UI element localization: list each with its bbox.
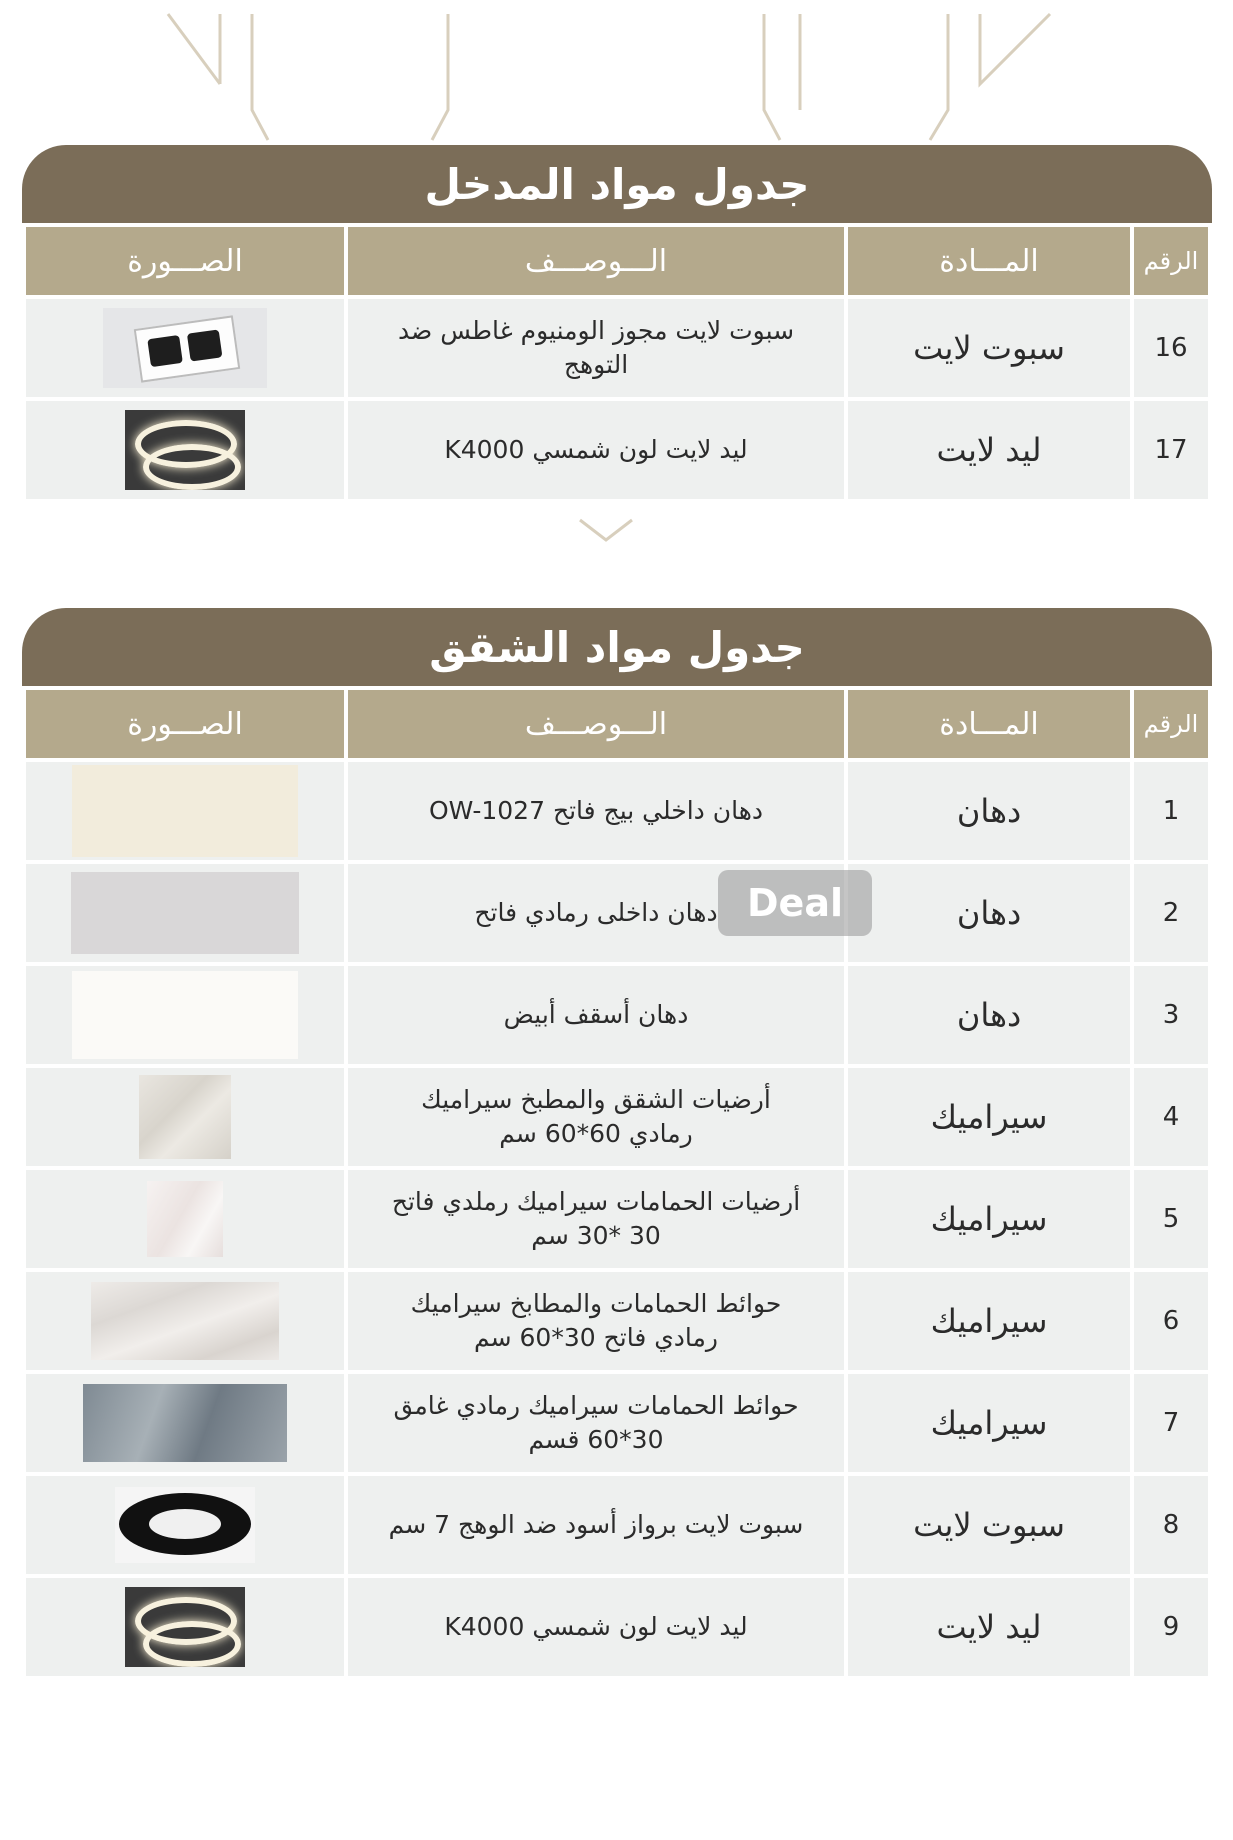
led-strip-image	[125, 1587, 245, 1667]
row-description: ليد لايت لون شمسي K4000	[444, 1612, 748, 1641]
table-row	[26, 966, 1208, 1064]
table-row	[26, 864, 1208, 962]
table-row	[26, 1170, 1208, 1268]
row-material: ليد لايت	[848, 1578, 1130, 1676]
black-spotlight-image	[115, 1487, 255, 1563]
header-material: المـــادة	[848, 227, 1130, 295]
grey-tile-image	[139, 1075, 231, 1159]
row-number: 1	[1134, 762, 1208, 860]
header-number: الرقم	[1134, 690, 1208, 758]
dark-marble-tile-image	[83, 1384, 287, 1462]
row-number: 8	[1134, 1476, 1208, 1574]
table-row	[26, 299, 1208, 397]
row-material: سبوت لايت	[848, 299, 1130, 397]
table-row	[26, 762, 1208, 860]
row-description: حوائط الحمامات والمطابخ سيراميك رمادي فاتح 30*60 سم	[410, 1289, 782, 1352]
row-number: 16	[1134, 299, 1208, 397]
table-row	[26, 1272, 1208, 1370]
row-material: سيراميك	[848, 1170, 1130, 1268]
light-marble-tile-image	[91, 1282, 279, 1360]
row-description: أرضيات الحمامات سيراميك رملدي فاتح 30 *30 سم	[391, 1187, 801, 1250]
apartment-materials-table	[22, 686, 1212, 1680]
row-number: 3	[1134, 966, 1208, 1064]
row-material: سبوت لايت	[848, 1476, 1130, 1574]
row-number: 4	[1134, 1068, 1208, 1166]
row-number: 17	[1134, 401, 1208, 499]
row-material: سيراميك	[848, 1374, 1130, 1472]
double-spotlight-image	[103, 308, 267, 388]
row-description: دهان أسقف أبيض	[503, 1000, 689, 1029]
header-number: الرقم	[1134, 227, 1208, 295]
row-description: سبوت لايت مجوز الومنيوم غاطس ضد التوهج	[397, 316, 795, 379]
row-material: سيراميك	[848, 1272, 1130, 1370]
row-description: دهان داخلي بيج فاتح OW-1027	[428, 796, 764, 825]
table-header-row	[26, 690, 1208, 758]
white-swatch-image	[72, 971, 298, 1059]
header-material: المـــادة	[848, 690, 1130, 758]
apartment-table-title: جدول مواد الشقق	[22, 608, 1212, 686]
table-row	[26, 1374, 1208, 1472]
row-number: 6	[1134, 1272, 1208, 1370]
row-number: 9	[1134, 1578, 1208, 1676]
row-description: ليد لايت لون شمسي K4000	[444, 435, 748, 464]
beige-swatch-image	[72, 765, 298, 857]
table-row	[26, 1578, 1208, 1676]
led-strip-image	[125, 410, 245, 490]
entrance-materials-table	[22, 223, 1212, 503]
entrance-table-title: جدول مواد المدخل	[22, 145, 1212, 223]
header-description: الـــوصـــف	[348, 690, 844, 758]
row-description: دهان داخلى رمادي فاتح	[474, 898, 718, 927]
row-number: 5	[1134, 1170, 1208, 1268]
row-description: أرضيات الشقق والمطبخ سيراميك رمادي 60*60 سم	[421, 1085, 771, 1148]
row-material: ليد لايت	[848, 401, 1130, 499]
entrance-materials-section	[22, 145, 1212, 503]
header-image: الصـــورة	[26, 227, 344, 295]
row-description: حوائط الحمامات سيراميك رمادي غامق 30*60 قسم	[393, 1391, 799, 1454]
header-image: الصـــورة	[26, 690, 344, 758]
apartment-materials-section	[22, 608, 1212, 1680]
grey-swatch-image	[71, 872, 299, 954]
row-description: سبوت لايت برواز أسود ضد الوهج 7 سم	[388, 1510, 804, 1539]
header-description: الـــوصـــف	[348, 227, 844, 295]
row-material: سيراميك	[848, 1068, 1130, 1166]
watermark-logo: Deal	[718, 870, 872, 936]
row-number: 7	[1134, 1374, 1208, 1472]
row-material: دهان	[848, 864, 1130, 962]
table-row	[26, 1476, 1208, 1574]
table-row	[26, 1068, 1208, 1166]
light-tile-image	[147, 1181, 223, 1257]
row-material: دهان	[848, 966, 1130, 1064]
row-number: 2	[1134, 864, 1208, 962]
row-material: دهان	[848, 762, 1130, 860]
table-header-row	[26, 227, 1208, 295]
table-row	[26, 401, 1208, 499]
